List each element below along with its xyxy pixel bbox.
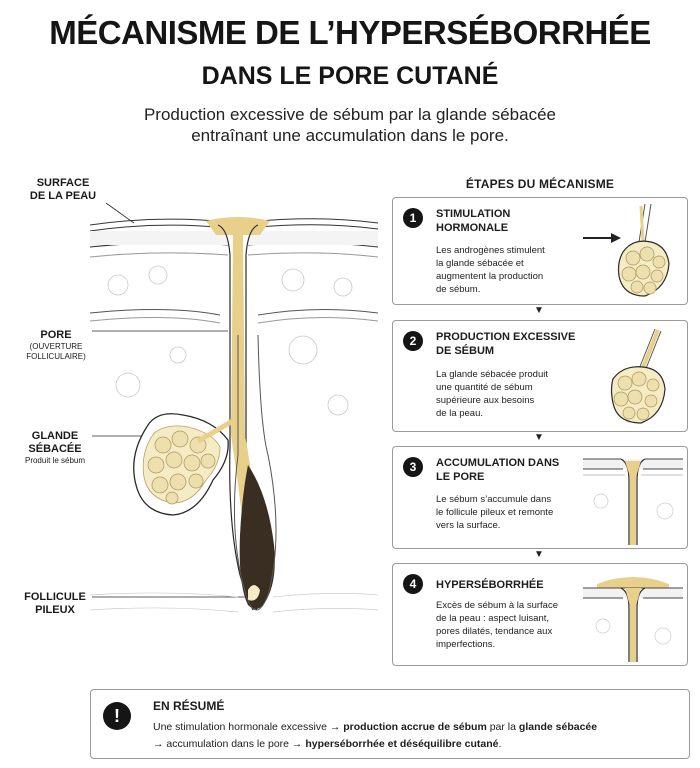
summary-title: EN RÉSUMÉ <box>153 699 225 713</box>
step-title <box>436 330 576 358</box>
hyperseborrhea-illustration <box>583 568 683 662</box>
step-number-badge: 3 <box>403 457 423 477</box>
step-text-line: pores dilatés, tendance aux <box>436 626 553 637</box>
label-pore-sub1: (OUVERTURE <box>29 342 83 351</box>
step-title-line: LE PORE <box>436 471 485 483</box>
arrow-down-icon: ▼ <box>534 549 544 560</box>
label-surface-line1: SURFACE <box>36 177 90 189</box>
step-text-line: de la peau : aspect luisant, <box>436 613 550 624</box>
page-title: MÉCANISME DE L’HYPERSÉBORRHÉE <box>49 14 651 51</box>
summary-text: → accumulation dans le pore → <box>153 738 306 750</box>
summary-text: par la <box>486 721 519 733</box>
step-text-line: une quantité de sébum <box>436 382 533 393</box>
excess-sebum-gland-illustration <box>583 325 683 429</box>
step-card-1 <box>392 197 688 305</box>
hormonal-gland-illustration <box>583 202 683 302</box>
summary-box <box>90 689 690 759</box>
epidermis-right <box>248 231 378 245</box>
label-glande-line2: SÉBACÉE <box>28 443 82 455</box>
step-text-line: vers la surface. <box>436 520 501 531</box>
step-text-line: Les androgènes stimulent <box>436 245 545 256</box>
step-number-badge: 4 <box>403 574 423 594</box>
step-title <box>436 456 576 484</box>
label-glande <box>14 430 96 466</box>
label-follicule <box>14 591 96 617</box>
intro-line-2: entraînant une accumulation dans le pore. <box>191 126 509 145</box>
label-glande-sub: Produit le sébum <box>24 456 86 465</box>
skin-cross-section-diagram <box>88 195 378 665</box>
step-text-line: le follicule pileux et remonte <box>436 507 554 518</box>
arrow-down-icon: ▼ <box>534 432 544 443</box>
step-text-line: supérieure aux besoins <box>436 395 535 406</box>
step-title-line: HORMONALE <box>436 222 509 234</box>
step-title-line: STIMULATION <box>436 208 511 220</box>
summary-text: . <box>498 738 502 750</box>
step-text-line: Excès de sébum à la surface <box>436 600 558 611</box>
label-follicule-line2: PILEUX <box>35 604 75 616</box>
step-text-line: la glande sébacée et <box>436 258 524 269</box>
step-description <box>436 244 586 296</box>
epidermis-left <box>90 231 228 245</box>
step-title-line: ACCUMULATION DANS <box>436 457 560 469</box>
leader-surface <box>106 203 134 223</box>
steps-title: ÉTAPES DU MÉCANISME <box>465 177 615 191</box>
step-title-line: DE SÉBUM <box>436 345 495 357</box>
step-description <box>436 599 586 651</box>
step-card-2 <box>392 320 688 432</box>
summary-emphasis: hyperséborrhée et déséquilibre cutané <box>305 738 499 750</box>
step-title <box>436 578 576 592</box>
label-pore-title: PORE <box>40 329 72 341</box>
step-number-badge: 2 <box>403 331 423 351</box>
summary-emphasis: glande sébacée <box>518 721 598 733</box>
step-text-line: imperfections. <box>436 639 496 650</box>
arrow-down-icon: ▼ <box>534 305 544 316</box>
step-title-line: PRODUCTION EXCESSIVE <box>436 331 576 343</box>
step-card-4 <box>392 563 688 666</box>
step-number-badge: 1 <box>403 208 423 228</box>
alert-icon: ! <box>103 702 131 730</box>
summary-text: Une stimulation hormonale excessive → <box>153 721 344 733</box>
step-text-line: augmentent la production <box>436 271 544 282</box>
summary-line-1 <box>153 720 597 734</box>
step-text-line: Le sébum s’accumule dans <box>436 494 552 505</box>
step-card-3 <box>392 446 688 549</box>
page-subtitle-title: DANS LE PORE CUTANÉ <box>201 62 499 90</box>
label-surface-line2: DE LA PEAU <box>29 190 97 202</box>
summary-line-2 <box>153 737 501 751</box>
step-text-line: La glande sébacée produit <box>436 369 548 380</box>
step-text-line: de sébum. <box>436 284 481 295</box>
deep-dermis-lines <box>90 593 378 612</box>
step-text-line: de la peau. <box>436 408 484 419</box>
pore-accumulation-illustration <box>583 451 683 545</box>
label-glande-line1: GLANDE <box>31 430 79 442</box>
step-title-line: HYPERSÉBORRHÉE <box>436 579 544 591</box>
step-title <box>436 207 576 235</box>
label-pore-sub2: FOLLICULAIRE) <box>26 352 86 361</box>
intro-text <box>0 104 700 146</box>
intro-line-1: Production excessive de sébum par la glande sébacée <box>143 105 557 124</box>
label-follicule-line1: FOLLICULE <box>24 591 86 603</box>
sebaceous-gland <box>134 414 234 515</box>
step-description <box>436 493 586 532</box>
step-description <box>436 368 586 420</box>
summary-emphasis: production accrue de sébum <box>343 721 487 733</box>
surface-sebum <box>206 217 270 235</box>
label-pore <box>20 329 92 362</box>
